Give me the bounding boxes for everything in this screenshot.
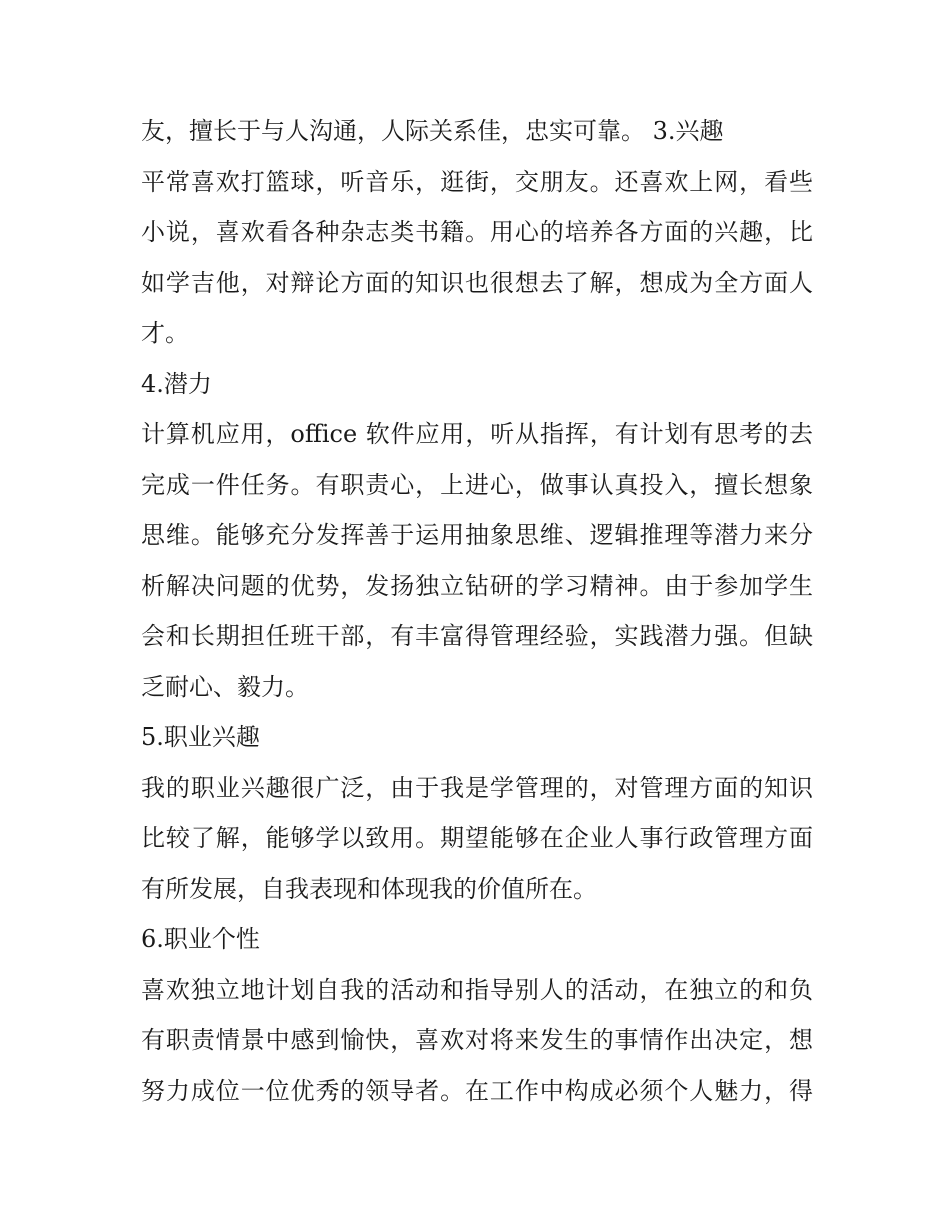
text-line: 小说，喜欢看各种杂志类书籍。用心的培养各方面的兴趣，比 <box>141 218 813 246</box>
text-line: 会和长期担任班干部，有丰富得管理经验，实践潜力强。但缺 <box>141 622 813 650</box>
text-line: 我的职业兴趣很广泛，由于我是学管理的，对管理方面的知识 <box>141 773 813 802</box>
text-line: 如学吉他，对辩论方面的知识也很想去了解，想成为全方面人 <box>141 268 813 297</box>
text-line: 析解决问题的优势，发扬独立钻研的学习精神。由于参加学生 <box>141 571 813 600</box>
section-heading: 5.职业兴趣 <box>141 723 260 751</box>
text-line: 有职责情景中感到愉快，喜欢对将来发生的事情作出决定，想 <box>141 1026 813 1054</box>
text-line: 努力成位一位优秀的领导者。在工作中构成必须个人魅力，得 <box>141 1076 813 1105</box>
text-line: 乏耐心、毅力。 <box>141 672 309 701</box>
text-line: 平常喜欢打篮球，听音乐，逛街，交朋友。还喜欢上网，看些 <box>141 167 813 196</box>
text-line: 有所发展，自我表现和体现我的价值所在。 <box>141 874 597 903</box>
text-line: 完成一件任务。有职责心，上进心，做事认真投入，擅长想象 <box>141 470 813 499</box>
text-line: 思维。能够充分发挥善于运用抽象思维、逻辑推理等潜力来分 <box>141 521 813 549</box>
section-heading: 6.职业个性 <box>141 925 260 953</box>
text-line: 友，擅长于与人沟通，人际关系佳，忠实可靠。 3.兴趣 <box>141 117 724 145</box>
text-line: 比较了解，能够学以致用。期望能够在企业人事行政管理方面 <box>141 824 813 852</box>
text-line: 才。 <box>141 319 189 347</box>
section-heading: 4.潜力 <box>141 369 212 398</box>
text-line: 喜欢独立地计划自我的活动和指导别人的活动，在独立的和负 <box>141 975 813 1004</box>
document-body <box>141 106 813 1116</box>
text-line: 计算机应用，office 软件应用，听从指挥，有计划有思考的去 <box>141 420 813 448</box>
